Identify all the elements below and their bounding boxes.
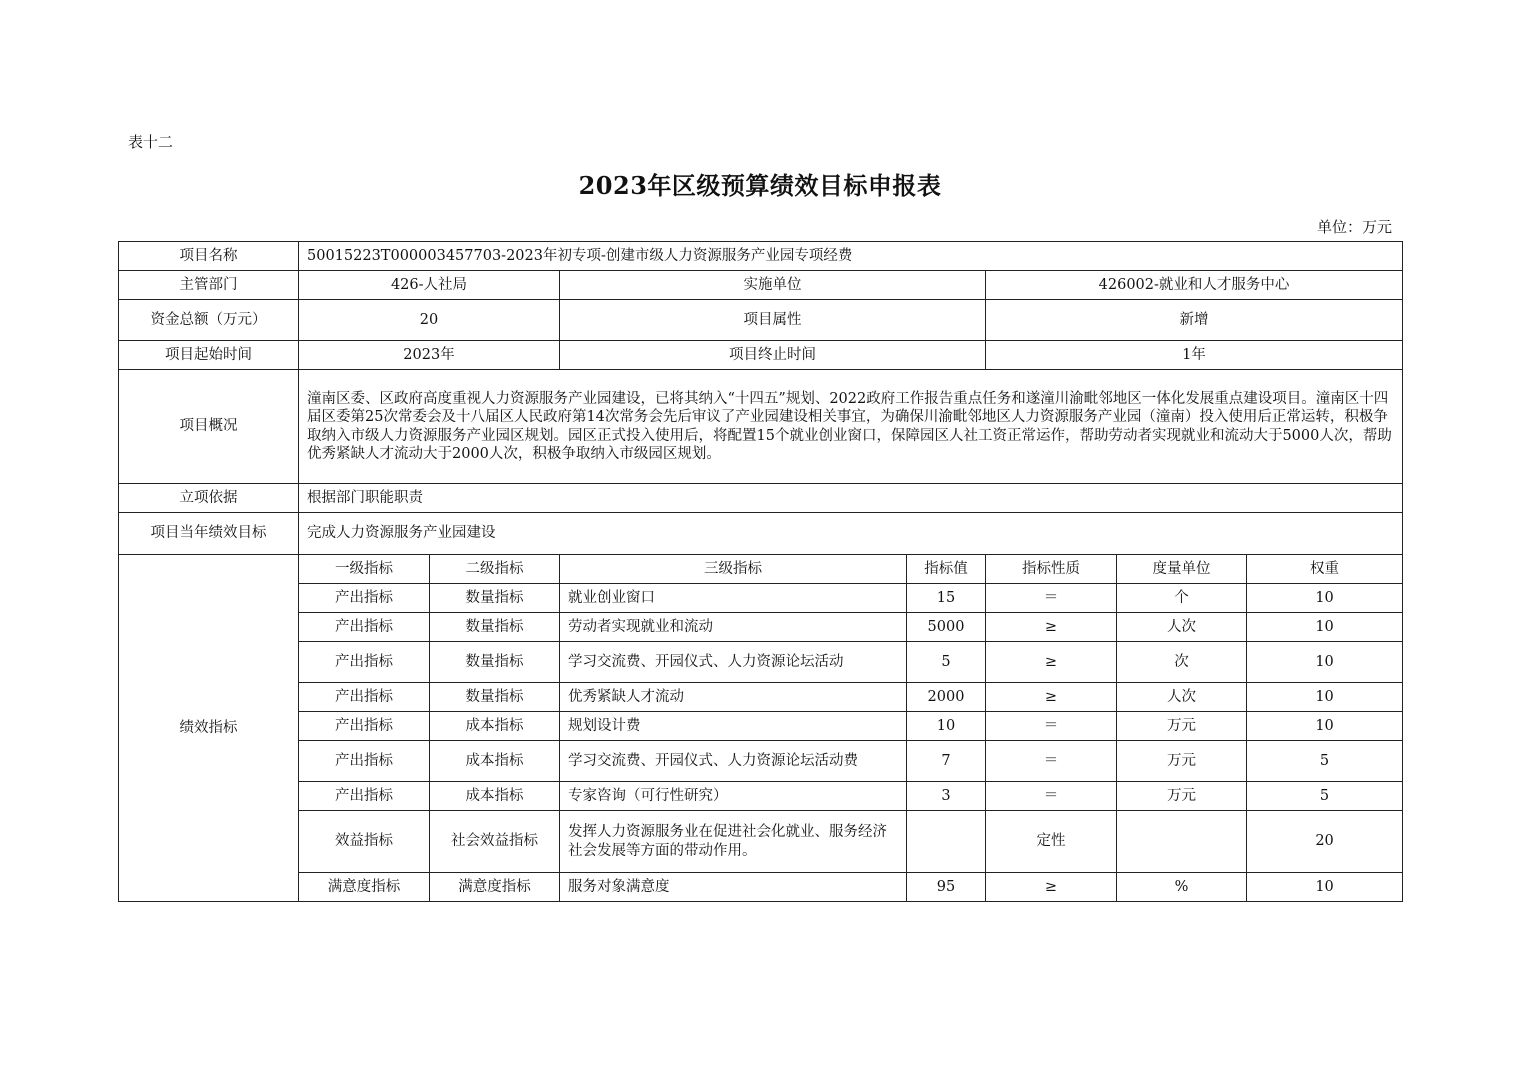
unit-label: 单位：万元 — [1316, 218, 1392, 236]
level1-cell: 产出指标 — [299, 613, 430, 642]
unit-cell: 万元 — [1117, 712, 1247, 741]
table-row — [119, 642, 1403, 683]
level2-cell: 满意度指标 — [430, 873, 560, 902]
nature-cell: ≥ — [986, 642, 1117, 683]
table-row — [119, 683, 1403, 712]
row-summary — [119, 370, 1403, 484]
level2-cell: 成本指标 — [430, 712, 560, 741]
project-name-value: 50015223T000003457703-2023年初专项-创建市级人力资源服务产业园专项经费 — [299, 242, 1403, 271]
value-cell: 7 — [907, 741, 986, 782]
unit-cell: 次 — [1117, 642, 1247, 683]
weight-cell: 10 — [1247, 613, 1403, 642]
row-goal — [119, 513, 1403, 555]
basis-value: 根据部门职能职责 — [299, 484, 1403, 513]
level3-cell: 发挥人力资源服务业在促进社会化就业、服务经济社会发展等方面的带动作用。 — [560, 811, 907, 873]
header-level1: 一级指标 — [299, 555, 430, 584]
attr-value: 新增 — [986, 300, 1403, 341]
end-label: 项目终止时间 — [560, 341, 986, 370]
level2-cell: 数量指标 — [430, 642, 560, 683]
value-cell: 2000 — [907, 683, 986, 712]
level2-cell: 数量指标 — [430, 613, 560, 642]
unit-cell: % — [1117, 873, 1247, 902]
unit-cell: 万元 — [1117, 782, 1247, 811]
level2-cell: 数量指标 — [430, 584, 560, 613]
level3-cell: 就业创业窗口 — [560, 584, 907, 613]
level3-cell: 专家咨询（可行性研究） — [560, 782, 907, 811]
table-number: 表十二 — [128, 133, 174, 151]
nature-cell: ＝ — [986, 712, 1117, 741]
budget-performance-table — [118, 241, 1403, 902]
level3-cell: 学习交流费、开园仪式、人力资源论坛活动 — [560, 642, 907, 683]
value-cell: 5000 — [907, 613, 986, 642]
header-level2: 二级指标 — [430, 555, 560, 584]
header-unit: 度量单位 — [1117, 555, 1247, 584]
value-cell: 95 — [907, 873, 986, 902]
level1-cell: 产出指标 — [299, 683, 430, 712]
value-cell: 5 — [907, 642, 986, 683]
row-department — [119, 271, 1403, 300]
level2-cell: 社会效益指标 — [430, 811, 560, 873]
table-row — [119, 782, 1403, 811]
unit-cell: 人次 — [1117, 613, 1247, 642]
value-cell: 10 — [907, 712, 986, 741]
weight-cell: 5 — [1247, 782, 1403, 811]
row-fund — [119, 300, 1403, 341]
header-weight: 权重 — [1247, 555, 1403, 584]
indicator-header-row — [119, 555, 1403, 584]
start-label: 项目起始时间 — [119, 341, 299, 370]
nature-cell: ≥ — [986, 683, 1117, 712]
level3-cell: 学习交流费、开园仪式、人力资源论坛活动费 — [560, 741, 907, 782]
row-period — [119, 341, 1403, 370]
nature-cell: ＝ — [986, 782, 1117, 811]
weight-cell: 10 — [1247, 712, 1403, 741]
level1-cell: 满意度指标 — [299, 873, 430, 902]
nature-cell: ≥ — [986, 873, 1117, 902]
table-row — [119, 584, 1403, 613]
weight-cell: 10 — [1247, 683, 1403, 712]
weight-cell: 10 — [1247, 642, 1403, 683]
level2-cell: 数量指标 — [430, 683, 560, 712]
nature-cell: ≥ — [986, 613, 1117, 642]
end-value: 1年 — [986, 341, 1403, 370]
row-basis — [119, 484, 1403, 513]
indicators-section-label: 绩效指标 — [119, 555, 299, 902]
document-title: 2023年区级预算绩效目标申报表 — [578, 171, 942, 200]
level3-cell: 规划设计费 — [560, 712, 907, 741]
level1-cell: 效益指标 — [299, 811, 430, 873]
header-value: 指标值 — [907, 555, 986, 584]
unit-cell: 万元 — [1117, 741, 1247, 782]
summary-label: 项目概况 — [119, 370, 299, 484]
impl-value: 426002-就业和人才服务中心 — [986, 271, 1403, 300]
level2-cell: 成本指标 — [430, 741, 560, 782]
table-row — [119, 712, 1403, 741]
weight-cell: 20 — [1247, 811, 1403, 873]
header-level3: 三级指标 — [560, 555, 907, 584]
table-row — [119, 811, 1403, 873]
table-row — [119, 873, 1403, 902]
value-cell: 3 — [907, 782, 986, 811]
impl-label: 实施单位 — [560, 271, 986, 300]
row-project-name — [119, 242, 1403, 271]
basis-label: 立项依据 — [119, 484, 299, 513]
unit-cell — [1117, 811, 1247, 873]
level1-cell: 产出指标 — [299, 741, 430, 782]
dept-value: 426-人社局 — [299, 271, 560, 300]
fund-label: 资金总额（万元） — [119, 300, 299, 341]
level2-cell: 成本指标 — [430, 782, 560, 811]
unit-cell: 人次 — [1117, 683, 1247, 712]
level3-cell: 劳动者实现就业和流动 — [560, 613, 907, 642]
table-row — [119, 613, 1403, 642]
fund-value: 20 — [299, 300, 560, 341]
dept-label: 主管部门 — [119, 271, 299, 300]
weight-cell: 10 — [1247, 873, 1403, 902]
summary-value: 潼南区委、区政府高度重视人力资源服务产业园建设，已将其纳入“十四五”规划、2022政府工作报告重点任务和遂潼川渝毗邻地区一体化发展重点建设项目。潼南区十四届区委第25次常委会及十八届区人民政府第14次常务会先后审议了产业园建设相关事宜，为确保川渝毗邻地区人力资源服务产业园（潼南）投入使用后正常运转，积极争取纳入市级人力资源服务产业园区规划。园区正式投入使用后，将配置15个就业创业窗口，保障园区人社工资正常运作，帮助劳动者实现就业和流动大于5000人次，帮助优秀紧缺人才流动大于2000人次，积极争取纳入市级园区规划。 — [299, 370, 1403, 484]
level3-cell: 服务对象满意度 — [560, 873, 907, 902]
level3-cell: 优秀紧缺人才流动 — [560, 683, 907, 712]
unit-cell: 个 — [1117, 584, 1247, 613]
weight-cell: 10 — [1247, 584, 1403, 613]
level1-cell: 产出指标 — [299, 584, 430, 613]
table-row — [119, 741, 1403, 782]
nature-cell: ＝ — [986, 584, 1117, 613]
goal-value: 完成人力资源服务产业园建设 — [299, 513, 1403, 555]
weight-cell: 5 — [1247, 741, 1403, 782]
header-nature: 指标性质 — [986, 555, 1117, 584]
level1-cell: 产出指标 — [299, 782, 430, 811]
level1-cell: 产出指标 — [299, 642, 430, 683]
level1-cell: 产出指标 — [299, 712, 430, 741]
nature-cell: 定性 — [986, 811, 1117, 873]
attr-label: 项目属性 — [560, 300, 986, 341]
goal-label: 项目当年绩效目标 — [119, 513, 299, 555]
start-value: 2023年 — [299, 341, 560, 370]
project-name-label: 项目名称 — [119, 242, 299, 271]
nature-cell: ＝ — [986, 741, 1117, 782]
value-cell: 15 — [907, 584, 986, 613]
value-cell — [907, 811, 986, 873]
